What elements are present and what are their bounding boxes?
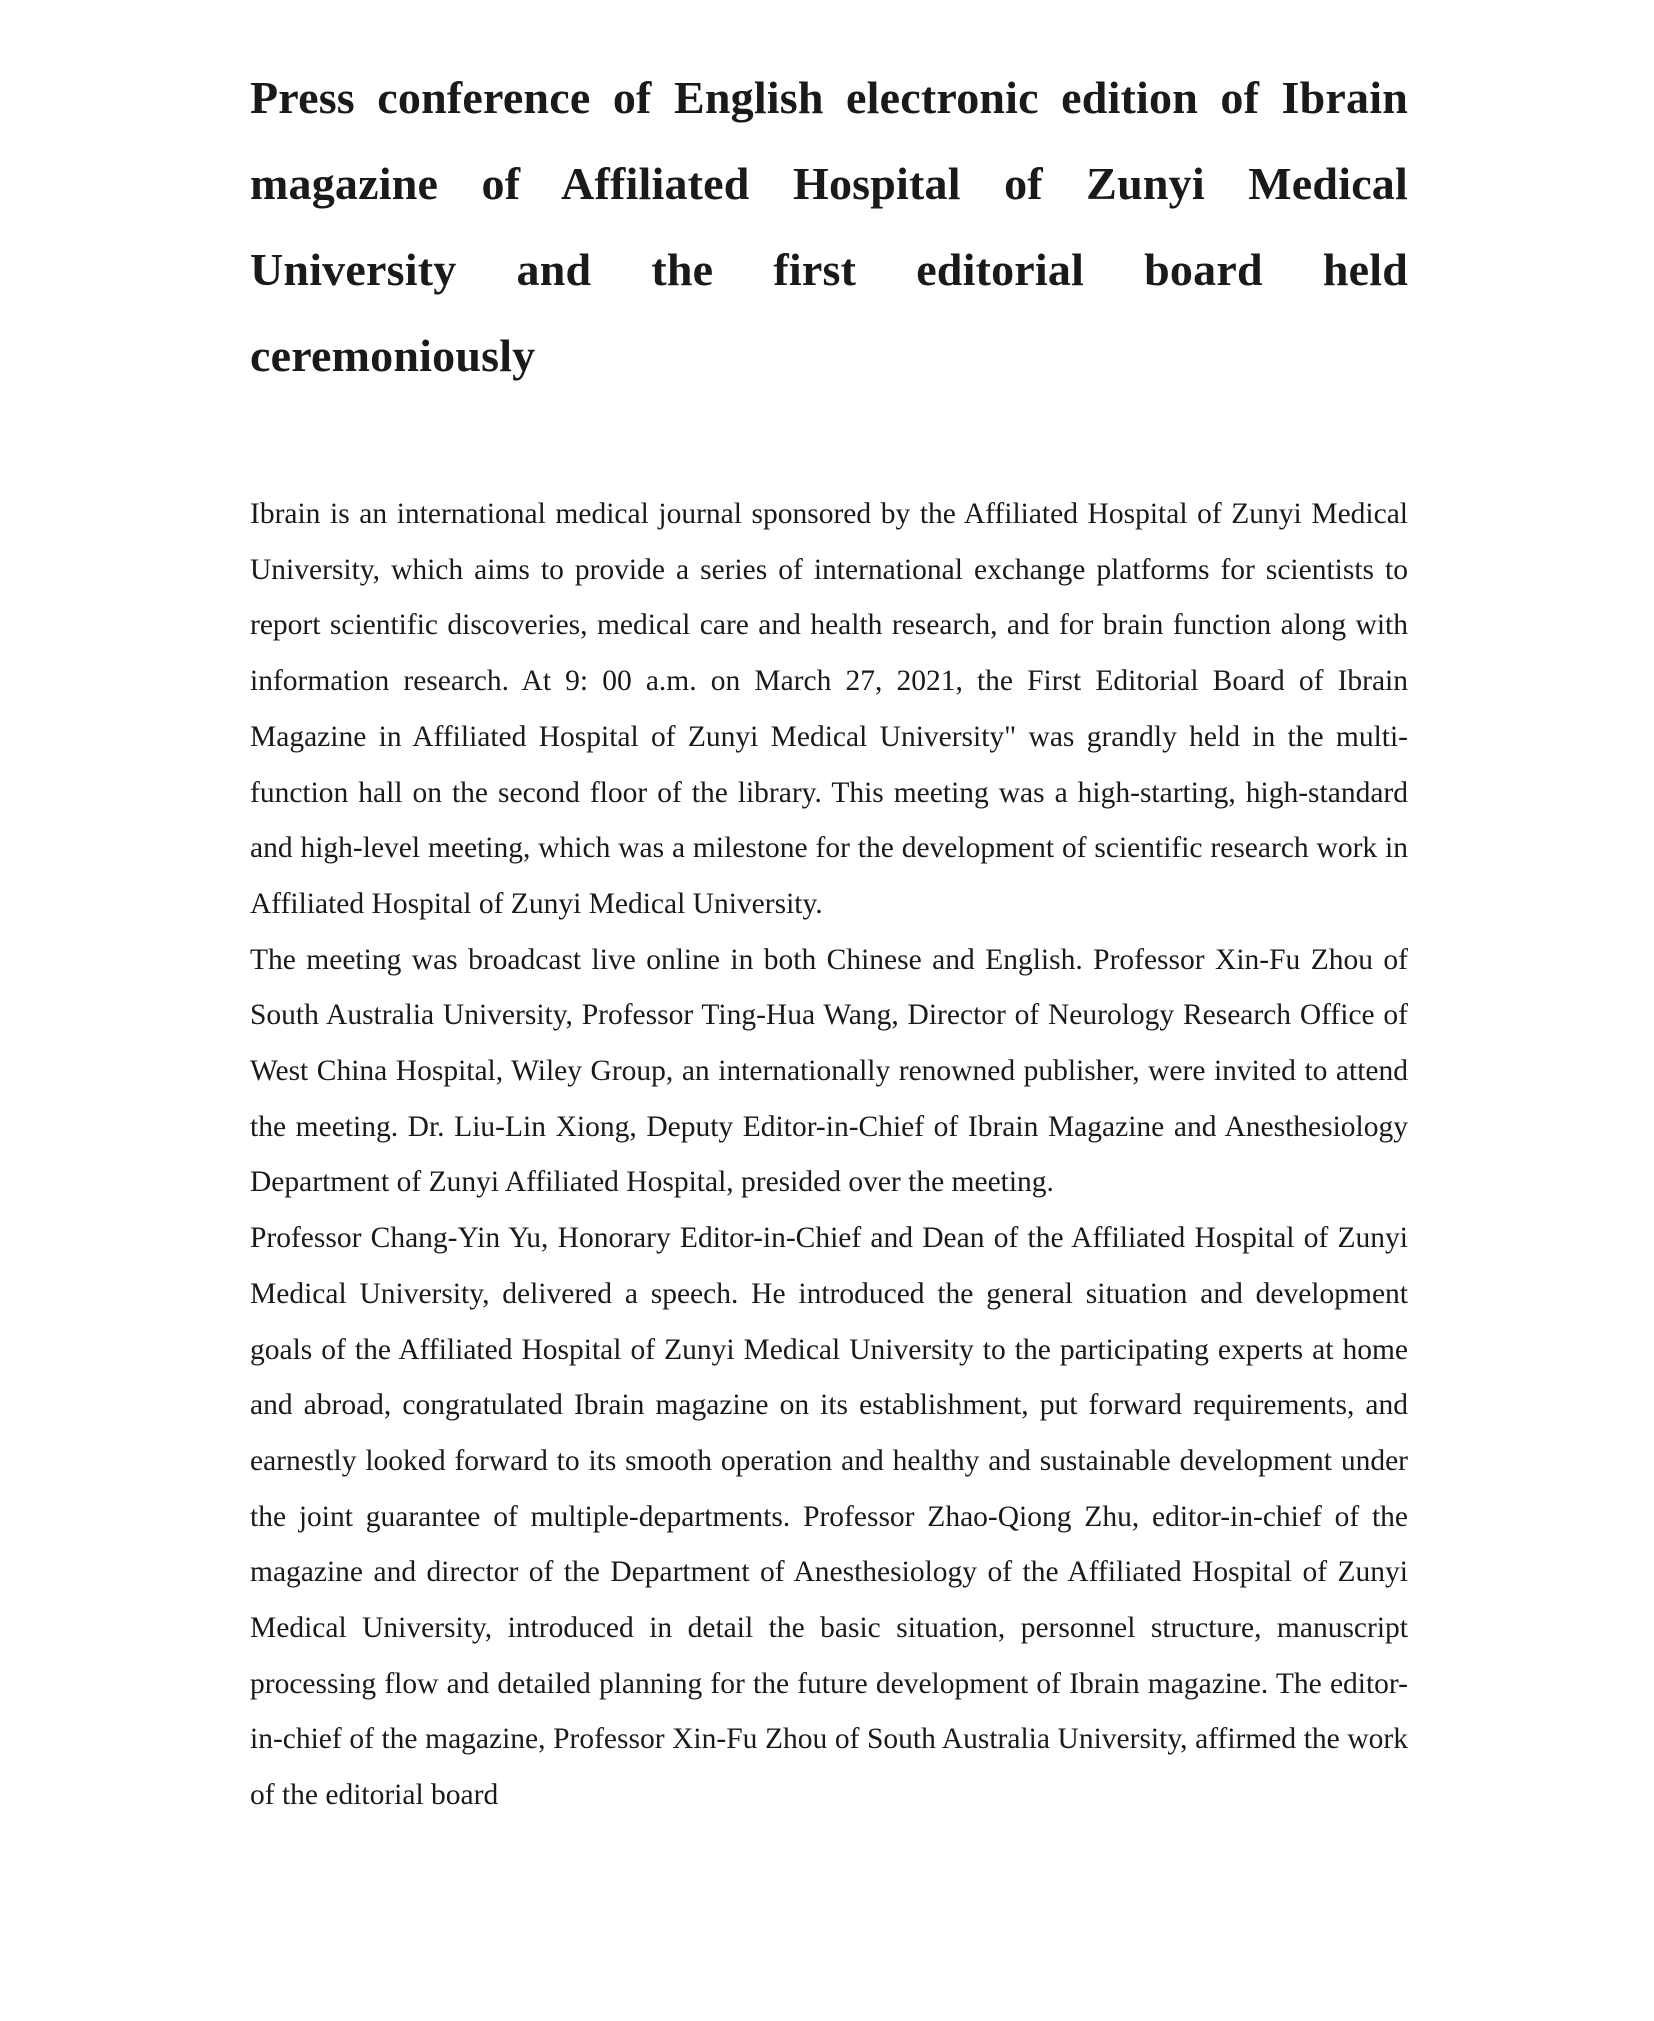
paragraph-intro: Ibrain is an international medical journal sponsored by the Affiliated Hospital of Zunyi Medical University, which aims to provide a series of international exchange platforms for scientists to report scientific discoveries, medical care and health research, and for brain function along with information research. At 9: 00 a.m. on March 27, 2021, the First Editorial Board of Ibrain Magazine in Affiliated Hospital of Zunyi Medical University" was grandly held in the multi-function hall on the second floor of the library. This meeting was a high-starting, high-standard and high-level meeting, which was a milestone for the development of scientific research work in Affiliated Hospital of Zunyi Medical University. [250,498,1408,920]
paragraph-speech: Professor Chang-Yin Yu, Honorary Editor-in-Chief and Dean of the Affiliated Hospital of Zunyi Medical University, delivered a speech. He introduced the general situation and development goals of the Affiliated Hospital of Zunyi Medical University to the participating experts at home and abroad, congratulated Ibrain magazine on its establishment, put forward requirements, and earnestly looked forward to its smooth operation and healthy and sustainable development under the joint guarantee of multiple-departments. Professor Zhao-Qiong Zhu, editor-in-chief of the magazine and director of the Department of Anesthesiology of the Affiliated Hospital of Zunyi Medical University, introduced in detail the basic situation, personnel structure, manuscript processing flow and detailed planning for the future development of Ibrain magazine. The editor-in-chief of the magazine, Professor Xin-Fu Zhou of South Australia University, affirmed the work of the editorial board [250,1222,1408,1812]
article-title: Press conference of English electronic edition of Ibrain magazine of Affiliated Hospital of Zunyi Medical University and the first editorial board held ceremoniously [250,72,1408,381]
document-page [250,55,1408,1812]
article-body [250,487,1408,1824]
paragraph-broadcast: The meeting was broadcast live online in both Chinese and English. Professor Xin-Fu Zhou of South Australia University, Professor Ting-Hua Wang, Director of Neurology Research Office of West China Hospital, Wiley Group, an internationally renowned publisher, were invited to attend the meeting. Dr. Liu-Lin Xiong, Deputy Editor-in-Chief of Ibrain Magazine and Anesthesiology Department of Zunyi Affiliated Hospital, presided over the meeting. [250,943,1408,1199]
